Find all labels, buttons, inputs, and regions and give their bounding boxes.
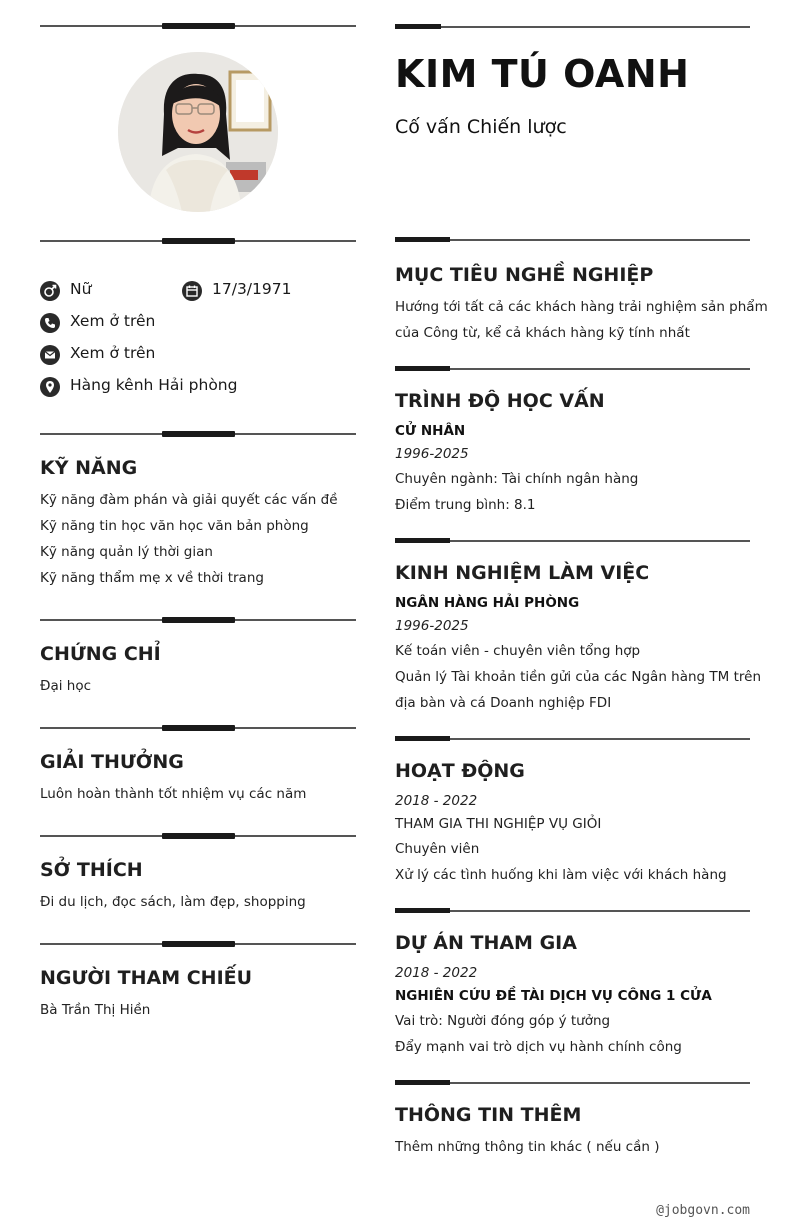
address-text: Hàng kênh Hải phòng	[70, 376, 238, 394]
additional-title: THÔNG TIN THÊM	[395, 1104, 582, 1126]
experience-company: NGÂN HÀNG HẢI PHÒNG	[395, 595, 580, 611]
project-name: NGHIÊN CỨU ĐỀ TÀI DỊCH VỤ CÔNG 1 CỬA	[395, 988, 712, 1004]
phone-icon	[40, 313, 60, 333]
left-divider-hobbies	[40, 835, 356, 837]
experience-line: Quản lý Tài khoản tiền gửi của các Ngân hàng TM trên	[395, 669, 762, 685]
objective-line: của Công từ, kể cả khách hàng kỹ tính nhất	[395, 325, 690, 341]
education-line: Chuyên ngành: Tài chính ngân hàng	[395, 471, 639, 487]
right-divider-projects	[395, 910, 750, 912]
project-line: Đẩy mạnh vai trò dịch vụ hành chính công	[395, 1039, 682, 1055]
certificates-title: CHỨNG CHỈ	[40, 643, 161, 665]
location-pin-icon	[40, 377, 60, 397]
projects-period: 2018 - 2022	[395, 965, 478, 981]
left-divider-references	[40, 943, 356, 945]
job-title: Cố vấn Chiến lược	[395, 116, 567, 138]
activity-line: THAM GIA THI NGHIỆP VỤ GIỎI	[395, 816, 602, 832]
portrait-photo	[118, 52, 278, 212]
hobby-item: Đi du lịch, đọc sách, làm đẹp, shopping	[40, 894, 306, 910]
activity-line: Xử lý các tình huống khi làm việc với khách hàng	[395, 867, 727, 883]
reference-item: Bà Trần Thị Hiền	[40, 1002, 151, 1018]
skill-item: Kỹ năng quản lý thời gian	[40, 544, 213, 560]
right-divider-additional	[395, 1082, 750, 1084]
footer-watermark: @jobgovn.com	[656, 1203, 750, 1218]
calendar-icon	[182, 281, 202, 301]
experience-period: 1996-2025	[395, 618, 469, 634]
skill-item: Kỹ năng thẩm mẹ x về thời trang	[40, 570, 264, 586]
skill-item: Kỹ năng đàm phán và giải quyết các vấn đề	[40, 492, 338, 508]
certificate-item: Đại học	[40, 678, 92, 694]
education-line: Điểm trung bình: 8.1	[395, 497, 536, 513]
right-divider-activities	[395, 738, 750, 740]
left-divider-top	[40, 25, 356, 27]
right-divider-objective	[395, 239, 750, 241]
projects-title: DỰ ÁN THAM GIA	[395, 932, 577, 954]
experience-line: địa bàn và cá Doanh nghiệp FDI	[395, 695, 612, 711]
left-divider-info	[40, 240, 356, 242]
objective-line: Hướng tới tất cả các khách hàng trải nghiệm sản phẩm	[395, 299, 768, 315]
additional-line: Thêm những thông tin khác ( nếu cần )	[395, 1139, 660, 1155]
project-line: Vai trò: Người đóng góp ý tưởng	[395, 1013, 611, 1029]
left-divider-certificates	[40, 619, 356, 621]
email-text: Xem ở trên	[70, 344, 156, 362]
phone-text: Xem ở trên	[70, 312, 156, 330]
references-title: NGƯỜI THAM CHIẾU	[40, 967, 253, 989]
award-item: Luôn hoàn thành tốt nhiệm vụ các năm	[40, 786, 307, 802]
birthday-text: 17/3/1971	[212, 280, 292, 298]
activity-line: Chuyên viên	[395, 841, 480, 857]
right-divider-top	[395, 26, 750, 28]
education-period: 1996-2025	[395, 446, 469, 462]
activities-title: HOẠT ĐỘNG	[395, 760, 525, 782]
avatar	[118, 52, 278, 212]
education-title: TRÌNH ĐỘ HỌC VẤN	[395, 390, 605, 412]
left-divider-awards	[40, 727, 356, 729]
education-degree: CỬ NHÂN	[395, 423, 466, 439]
right-divider-education	[395, 368, 750, 370]
right-divider-experience	[395, 540, 750, 542]
objective-title: MỤC TIÊU NGHỀ NGHIỆP	[395, 264, 654, 286]
awards-title: GIẢI THƯỞNG	[40, 751, 184, 773]
skills-title: KỸ NĂNG	[40, 457, 138, 479]
candidate-name: KIM TÚ OANH	[395, 52, 690, 96]
hobbies-title: SỞ THÍCH	[40, 859, 143, 881]
skill-item: Kỹ năng tin học văn học văn bản phòng	[40, 518, 309, 534]
mail-icon	[40, 345, 60, 365]
gender-icon	[40, 281, 60, 301]
experience-line: Kế toán viên - chuyên viên tổng hợp	[395, 643, 641, 659]
left-divider-skills	[40, 433, 356, 435]
experience-title: KINH NGHIỆM LÀM VIỆC	[395, 562, 650, 584]
gender-text: Nữ	[70, 280, 92, 298]
activities-period: 2018 - 2022	[395, 793, 478, 809]
